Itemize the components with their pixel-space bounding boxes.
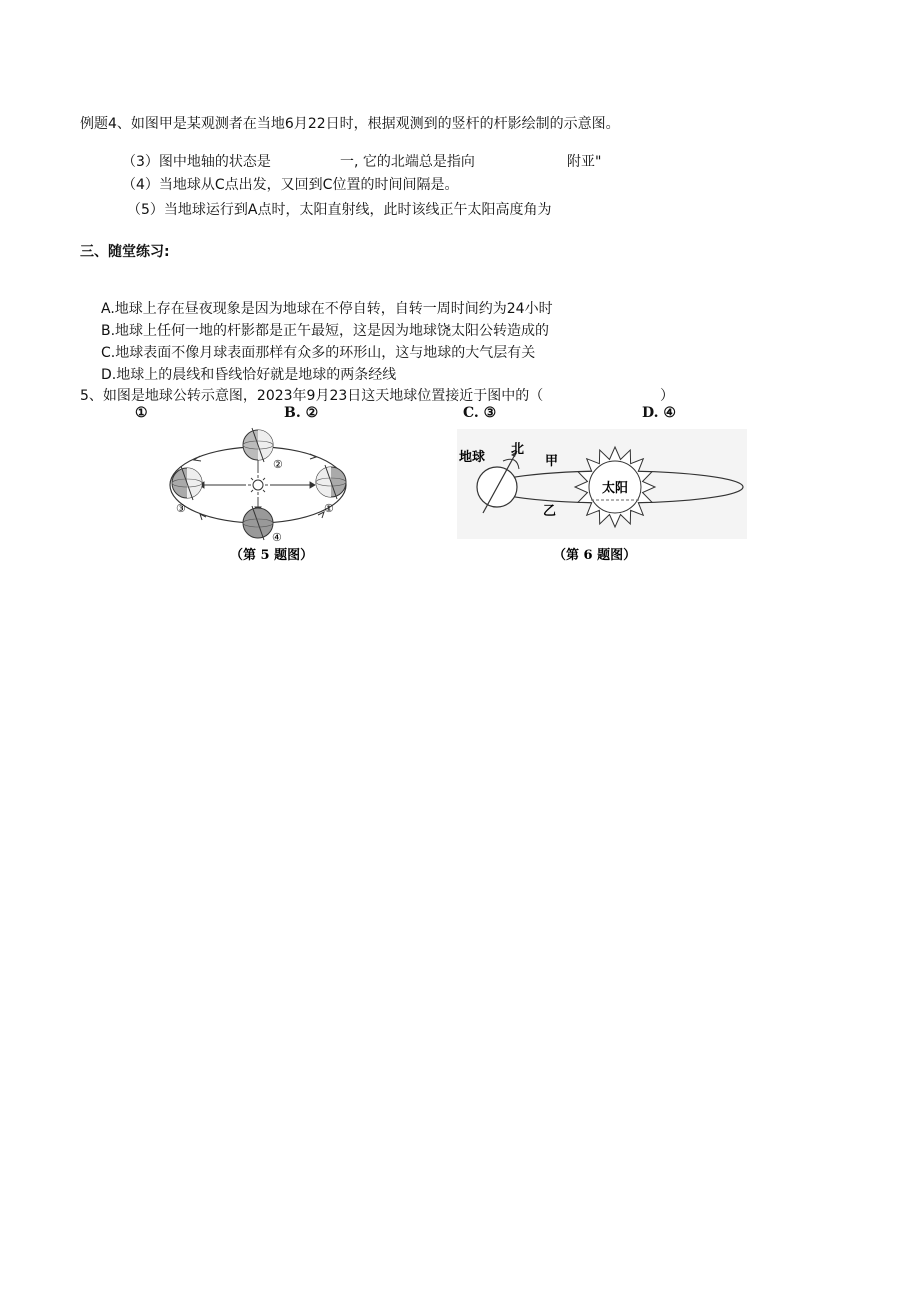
fig5-label-1: ① (324, 502, 334, 515)
example4-q3-part-c: 附亚" (567, 154, 602, 170)
figure-5-earth-revolution (160, 425, 370, 565)
fig6-caption: （第 6 题图） (553, 548, 637, 563)
fig6-sun-label: 太阳 (602, 481, 629, 496)
choice-c: C.地球表面不像月球表面那样有众多的环形山，这与地球的大气层有关 (101, 345, 536, 361)
example4-q3-part-b: 一, 它的北端总是指向 (340, 154, 475, 170)
example4-intro: 例题4、如图甲是某观测者在当地6月22日时，根据观测到的竖杆的杆影绘制的示意图。 (80, 116, 620, 132)
q5-option-1: ① (135, 405, 148, 421)
earth-position-1-icon (316, 465, 346, 499)
fig6-earth-label: 地球 (459, 450, 486, 465)
fig5-label-4: ④ (272, 531, 282, 544)
fig6-yi-label: 乙 (543, 504, 557, 519)
q5-option-2: B. ② (284, 405, 319, 421)
choice-a: A.地球上存在昼夜现象是因为地球在不停自转，自转一周时间约为24小时 (101, 301, 553, 317)
sun-icon (248, 475, 268, 495)
fig6-north-label: 北 (511, 442, 525, 457)
choice-d: D.地球上的晨线和昏线恰好就是地球的两条经线 (101, 367, 397, 383)
example4-q4: （4）当地球从C点出发，又回到C位置的时间间隔是。 (122, 177, 459, 193)
fig5-label-2: ② (273, 458, 283, 471)
q5-stem: 5、如图是地球公转示意图，2023年9月23日这天地球位置接近于图中的（ (80, 388, 544, 404)
q5-option-4: D. ④ (642, 405, 676, 421)
fig6-jia-label: 甲 (545, 454, 559, 469)
earth-position-4-icon (243, 506, 273, 540)
example4-q5: （5）当地球运行到A点时，太阳直射线，此时该线正午太阳高度角为 (127, 202, 552, 218)
example4-q3-part-a: （3）图中地轴的状态是 (122, 154, 271, 170)
fig5-caption: （第 5 题图） (230, 548, 314, 563)
figure-6-earth-sun (455, 425, 755, 565)
choice-b: B.地球上任何一地的杆影都是正午最短，这是因为地球饶太阳公转造成的 (101, 323, 550, 339)
section3-title: 三、随堂练习: (80, 244, 170, 260)
earth-position-2-icon (243, 428, 273, 462)
fig5-label-3: ③ (176, 502, 186, 515)
q5-option-3: C. ③ (463, 405, 497, 421)
q5-paren-close: ） (660, 388, 674, 404)
